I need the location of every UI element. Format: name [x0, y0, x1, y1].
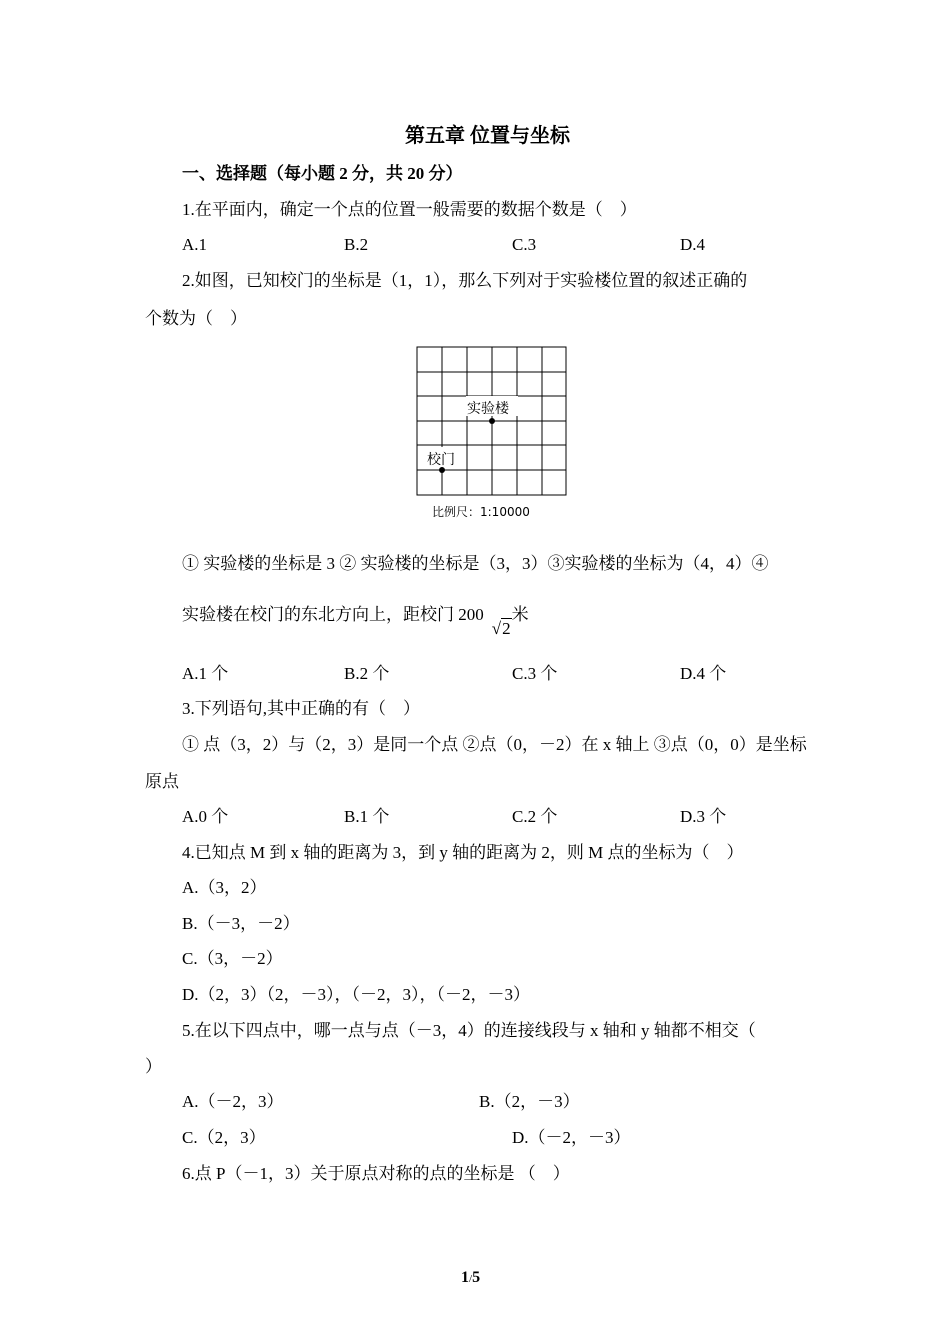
q2-option-c: C.3 个 [512, 664, 558, 683]
q2-option-a: A.1 个 [182, 664, 229, 683]
label-lab: 实验楼 [467, 401, 509, 417]
q1-option-a: A.1 [182, 235, 208, 254]
q3-option-d: D.3 个 [680, 807, 727, 826]
scale-label: 比例尺：1:10000 [432, 505, 530, 519]
q2-option-b: B.2 个 [344, 664, 390, 683]
page-total: 5 [472, 1269, 481, 1286]
q1-option-d: D.4 [680, 235, 706, 254]
q1-option-b: B.2 [344, 235, 369, 254]
q3-option-b: B.1 个 [344, 807, 390, 826]
q3-statements-line1: ① 点（3，2）与（2，3）是同一个点 ②点（0，－2）在 x 轴上 ③点（0，0）是坐标 [182, 735, 807, 754]
q2-statements-line2 [182, 603, 529, 638]
question-6: 6.点 P（－1，3）关于原点对称的点的坐标是 （ ） [182, 1164, 570, 1183]
question-5-line1: 5.在以下四点中，哪一点与点（－3，4）的连接线段与 x 轴和 y 轴都不相交（ [182, 1021, 756, 1040]
q5-option-d: D.（－2，－3） [512, 1128, 631, 1147]
q3-option-a: A.0 个 [182, 807, 229, 826]
q5-option-c: C.（2，3） [182, 1128, 266, 1147]
q5-option-a: A.（－2，3） [182, 1092, 284, 1111]
sqrt-2: √2 [491, 619, 511, 638]
lab-point [489, 418, 495, 424]
sqrt-radicand: 2 [502, 619, 511, 638]
question-2-line1: 2.如图，已知校门的坐标是（1，1），那么下列对于实验楼位置的叙述正确的 [182, 271, 748, 290]
q2-unit: 米 [511, 605, 529, 624]
q3-option-c: C.2 个 [512, 807, 558, 826]
page-title: 第五章 位置与坐标 [405, 125, 570, 147]
q3-statements-line2: 原点 [145, 772, 179, 791]
section-heading: 一、选择题（每小题 2 分，共 20 分） [182, 164, 463, 183]
question-5-line2: ） [145, 1057, 162, 1076]
q2-statements-line1: ① 实验楼的坐标是 3 ② 实验楼的坐标是（3，3）③实验楼的坐标为（4，4）④ [182, 554, 769, 573]
question-4: 4.已知点 M 到 x 轴的距离为 3，到 y 轴的距离为 2，则 M 点的坐标为（ ） [182, 843, 744, 862]
q4-option-c: C.（3，－2） [182, 949, 283, 968]
page-current: 1 [461, 1269, 469, 1286]
grid-figure [410, 340, 580, 525]
q5-option-b: B.（2，－3） [479, 1092, 580, 1111]
question-2-line2: 个数为（ ） [145, 309, 247, 328]
q1-option-c: C.3 [512, 235, 537, 254]
q2-option-d: D.4 个 [680, 664, 727, 683]
q4-option-a: A.（3，2） [182, 878, 267, 897]
question-1: 1.在平面内，确定一个点的位置一般需要的数据个数是（ ） [182, 200, 637, 219]
page-separator: / [469, 1273, 473, 1285]
q4-option-b: B.（－3，－2） [182, 914, 300, 933]
q4-option-d: D.（2，3）（2，－3），（－2，3），（－2，－3） [182, 985, 531, 1004]
question-3: 3.下列语句,其中正确的有（ ） [182, 699, 420, 718]
q2-statement-4-text: 实验楼在校门的东北方向上，距校门 200 [182, 605, 484, 624]
label-gate: 校门 [427, 452, 455, 468]
page-number [461, 1266, 480, 1291]
